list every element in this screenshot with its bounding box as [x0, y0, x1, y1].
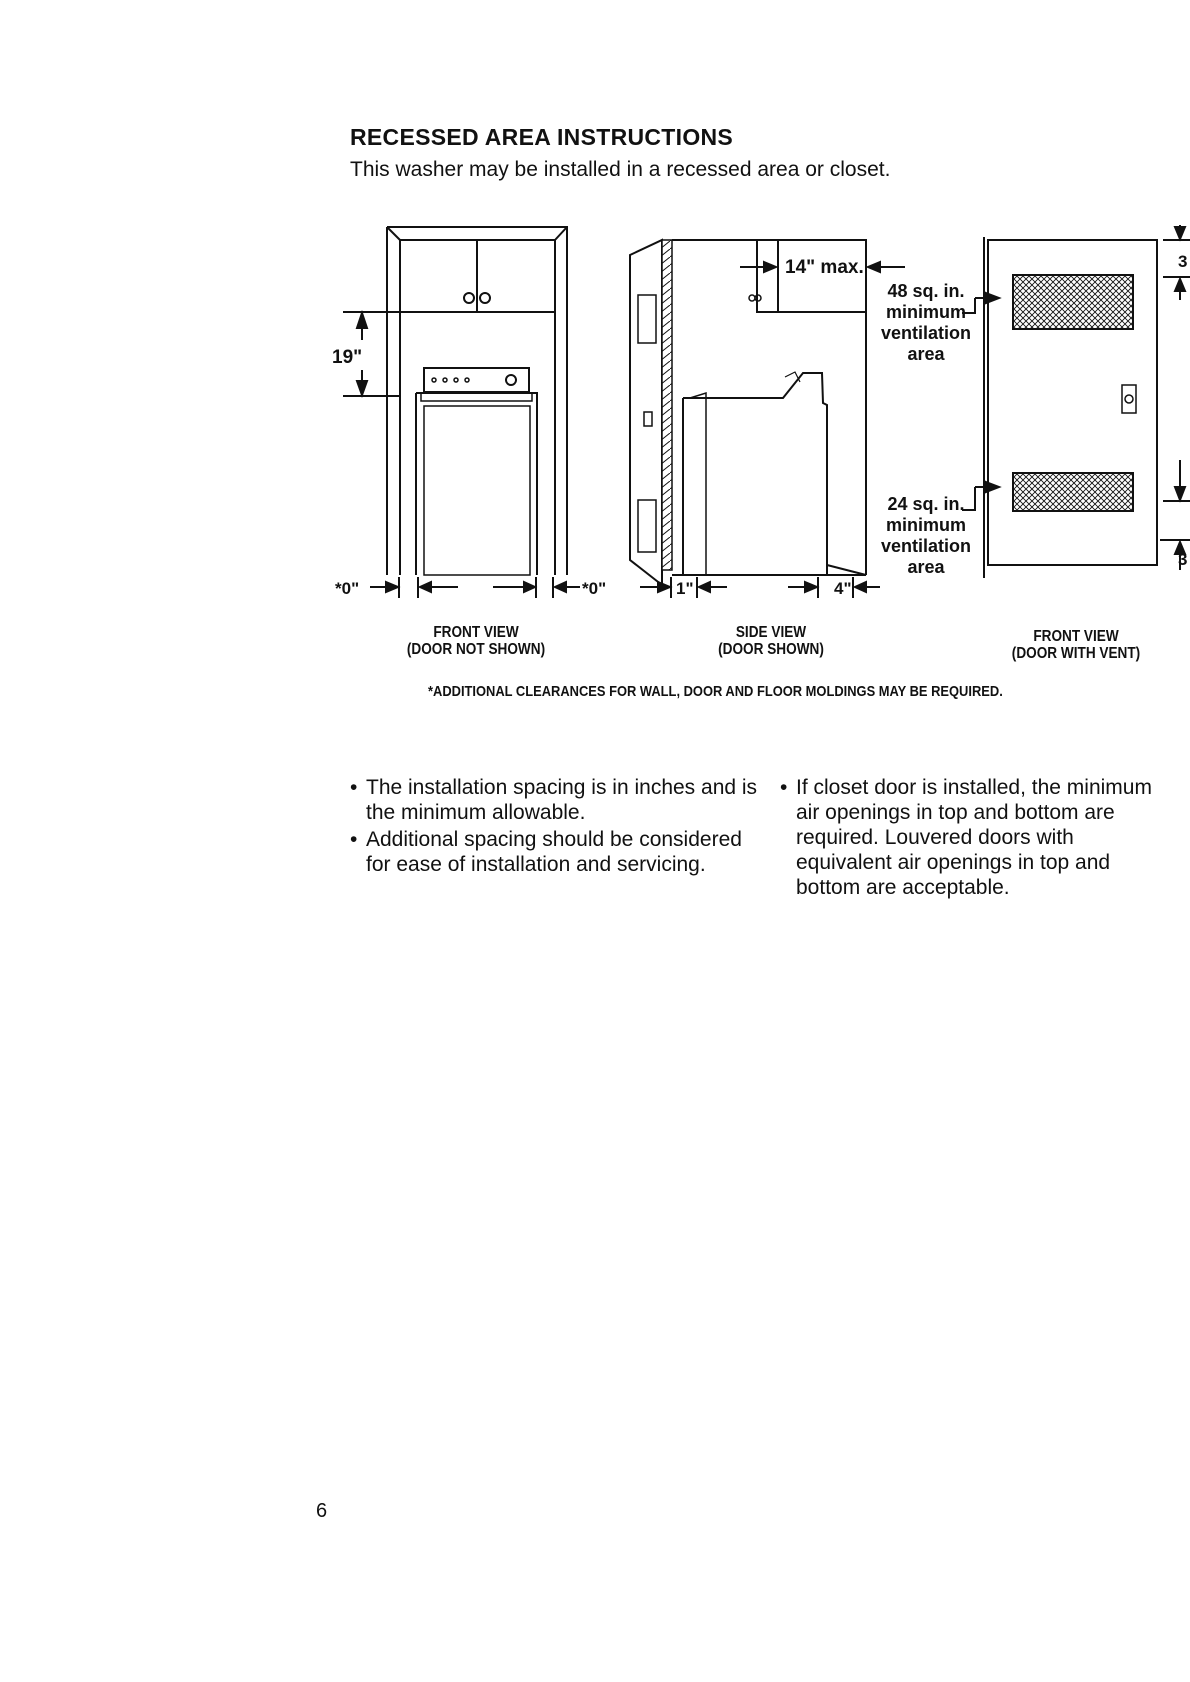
top-vent-line-4: area	[907, 344, 945, 364]
intro-text: This washer may be installed in a recessed area or closet.	[350, 158, 891, 181]
side-view-caption	[686, 624, 856, 658]
bottom-vent-line-2: minimum	[885, 515, 967, 535]
side-front-clearance: 4"	[834, 579, 852, 598]
top-vent-line-1: 48 sq. in.	[887, 281, 965, 301]
page-title: RECESSED AREA INSTRUCTIONS	[350, 124, 734, 150]
bottom-vent-label	[881, 494, 971, 577]
bullet-item: • Additional spacing should be considered for ease of installation and servicing.	[350, 827, 770, 877]
top-vent-line-3: ventilation	[880, 323, 972, 343]
front-view-caption	[391, 624, 561, 658]
front-left-clearance: *0"	[335, 579, 360, 598]
bottom-vent-line-1: 24 sq. in.	[887, 494, 965, 514]
front-right-clearance: *0"	[582, 579, 607, 598]
clearance-footnote: *ADDITIONAL CLEARANCES FOR WALL, DOOR AND FLOOR MOLDINGS MAY BE REQUIRED.	[428, 683, 1003, 700]
bullet-item: • The installation spacing is in inches and is the minimum allowable.	[350, 775, 770, 825]
bottom-vent-line-3: ventilation	[880, 536, 972, 556]
side-view-caption-line1: SIDE VIEW	[735, 624, 807, 641]
front-view-caption-line1: FRONT VIEW	[433, 624, 519, 641]
vent-view-caption-line1: FRONT VIEW	[1033, 628, 1119, 645]
vent-door-illustration	[962, 225, 1190, 578]
left-bullet-list	[350, 775, 770, 879]
top-vent-line-2: minimum	[885, 302, 967, 322]
page-number: 6	[316, 1500, 328, 1522]
vent-view-caption	[991, 628, 1161, 662]
vent-view-caption-line2: (DOOR WITH VENT)	[1011, 645, 1141, 662]
side-view-caption-line2: (DOOR SHOWN)	[718, 641, 824, 658]
vent-top-gap-label: 3	[1178, 252, 1188, 271]
vent-bottom-gap-label: 3	[1178, 550, 1188, 569]
bullet-item: • If closet door is installed, the minimum air openings in top and bottom are required. Louvered doors with equivalent air openings in top and bottom are acceptable.	[780, 775, 1170, 900]
right-bullet-list	[780, 775, 1170, 902]
side-back-clearance: 1"	[676, 579, 694, 598]
console-dots	[432, 378, 469, 382]
top-vent-label	[881, 281, 971, 364]
side-cabinet-depth: 14" max.	[785, 257, 864, 278]
front-height-label: 19"	[332, 347, 363, 368]
side-view-illustration	[630, 240, 905, 598]
bottom-vent-line-4: area	[907, 557, 945, 577]
front-view-caption-line2: (DOOR NOT SHOWN)	[406, 641, 546, 658]
front-view-illustration	[343, 227, 580, 598]
